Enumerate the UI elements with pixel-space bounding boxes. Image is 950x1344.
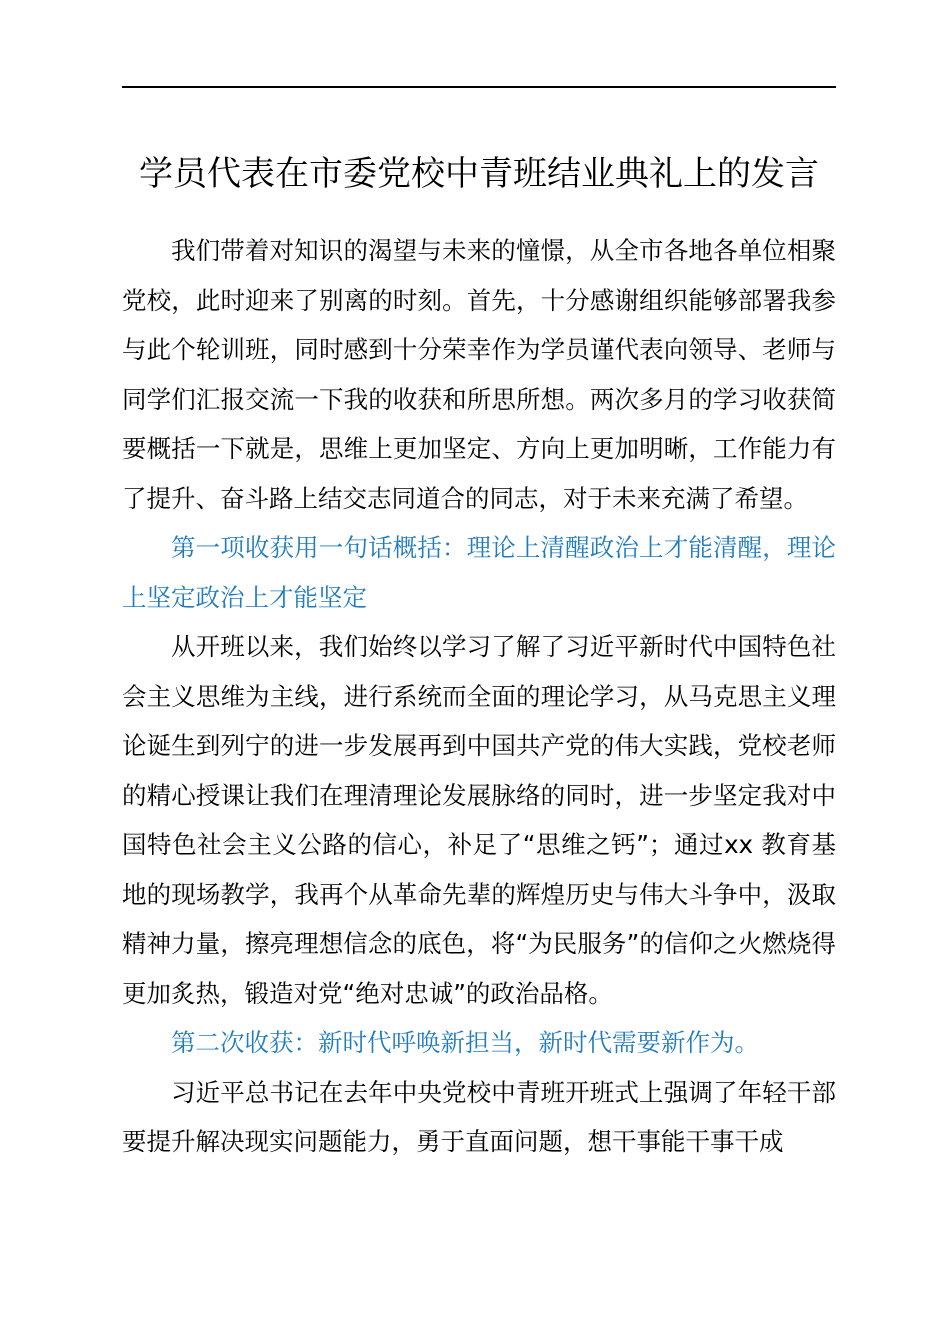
section-heading-first-gain: 第一项收获用一句话概括：理论上清醒政治上才能清醒，理论上坚定政治上才能坚定 xyxy=(122,533,836,612)
paragraph-first-gain: 从开班以来，我们始终以学习了解了习近平新时代中国特色社会主义思维为主线，进行系统而全面的理论学习，从马克思主义理论诞生到列宁的进一步发展再到中国共产党的伟大实践，党校老师的精心授课让我们在理清理论发展脉络的同时，进一步坚定我对中国特色社会主义公路的信心，补足了“思维之钙”；通过xx 教育基地的现场教学，我再个从革命先辈的辉煌历史与伟大斗争中，汲取精神力量，擦亮理想信念的底色，将“为民服务”的信仰之火燃烧得更加炙热，锻造对党“绝对忠诚”的政治品格。 xyxy=(122,632,836,1008)
header-rule xyxy=(122,86,836,88)
document-title: 学员代表在市委党校中青班结业典礼上的发言 xyxy=(139,154,819,194)
paragraph-intro: 我们带着对知识的渴望与未来的憧憬，从全市各地各单位相聚党校，此时迎来了别离的时刻。首先，十分感谢组织能够部署我参与此个轮训班，同时感到十分荣幸作为学员谨代表向领导、老师与同学们汇报交流一下我的收获和所思所想。两次多月的学习收获简要概括一下就是，思维上更加坚定、方向上更加明晰，工作能力有了提升、奋斗路上结交志同道合的同志，对于未来充满了希望。 xyxy=(122,236,836,513)
document-body xyxy=(122,226,836,1167)
section-heading-second-gain: 第二次收获：新时代呼唤新担当，新时代需要新作为。 xyxy=(171,1028,759,1057)
paragraph-second-gain: 习近平总书记在去年中央党校中青班开班式上强调了年轻干部要提升解决现实问题能力，勇于直面问题，想干事能干事干成 xyxy=(122,1077,836,1156)
